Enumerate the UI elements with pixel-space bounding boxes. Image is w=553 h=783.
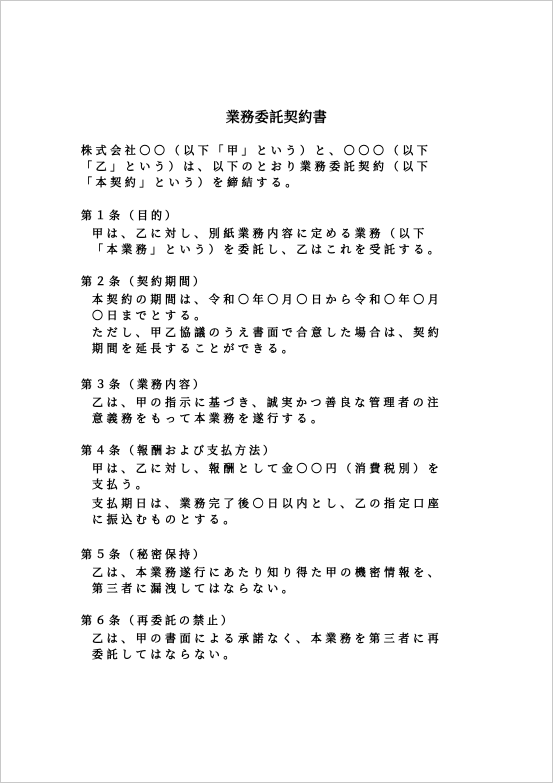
article-4-paragraph-1: 甲は、乙に対し、報酬として金〇〇円（消費税別）を 支払う。 — [92, 462, 443, 491]
article-5-heading: 第５条（秘密保持） — [81, 548, 207, 561]
preamble: 株式会社〇〇（以下「甲」という）と、〇〇〇（以下 「乙」という）は、以下のとおり業務委託契約（以下 「本契約」という）を締結する。 — [81, 144, 432, 189]
article-2-paragraph-2: ただし、甲乙協議のうえ書面で合意した場合は、契約 期間を延長することができる。 — [92, 326, 443, 355]
article-3-paragraph-1: 乙は、甲の指示に基づき、誠実かつ善良な管理者の注 意義務をもって本業務を遂行する。 — [92, 396, 442, 425]
article-2-paragraph-1: 本契約の期間は、令和〇年〇月〇日から令和〇年〇月 〇日までとする。 — [92, 293, 443, 322]
document-title: 業務委託契約書 — [225, 110, 328, 126]
article-6-heading: 第６条（再委託の禁止） — [81, 614, 235, 627]
article-4-paragraph-2: 支払期日は、業務完了後〇日以内とし、乙の指定口座 に振込むものとする。 — [92, 497, 443, 526]
article-4-heading: 第４条（報酬および支払方法） — [81, 444, 277, 457]
article-6-paragraph-1: 乙は、甲の書面による承諾なく、本業務を第三者に再 委託してはならない。 — [92, 632, 443, 661]
article-1-paragraph-1: 甲は、乙に対し、別紙業務内容に定める業務（以下 「本業務」という）を委託し、乙はこれを受託する。 — [92, 227, 443, 256]
article-3-heading: 第３条（業務内容） — [81, 378, 207, 391]
article-1-heading: 第１条（目的） — [81, 209, 179, 222]
article-2-heading: 第２条（契約期間） — [81, 275, 207, 288]
article-5-paragraph-1: 乙は、本業務遂行にあたり知り得た甲の機密情報を、 第三者に漏洩してはならない。 — [92, 566, 443, 595]
